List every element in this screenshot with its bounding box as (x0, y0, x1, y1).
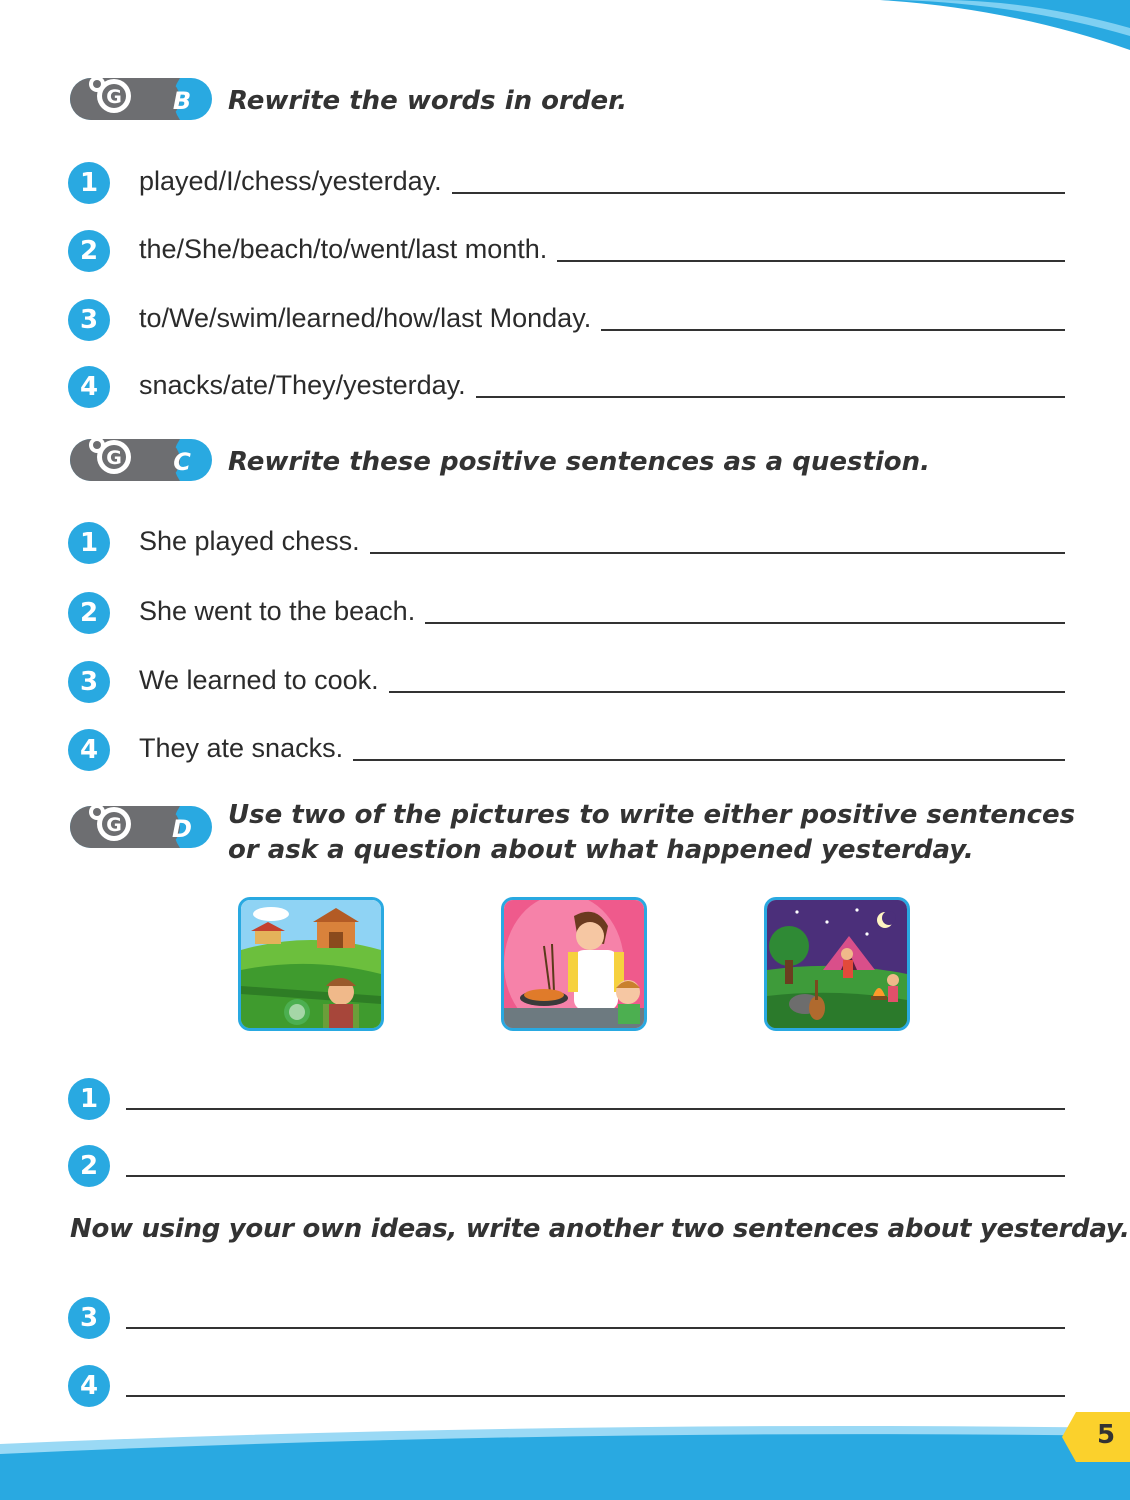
farm-picture (238, 897, 384, 1031)
section-b-header (70, 70, 1110, 126)
item-prompt: She went to the beach. (139, 596, 416, 626)
top-decoration (0, 0, 1130, 60)
section-b-badge (70, 70, 212, 122)
answer-line[interactable] (389, 689, 1065, 693)
item-prompt: to/We/swim/learned/how/last Monday. (139, 303, 592, 333)
section-c-item-2 (68, 584, 1065, 628)
section-c-badge-g: G (106, 447, 122, 469)
section-b-item-2 (68, 222, 1065, 266)
answer-line[interactable] (126, 1393, 1065, 1397)
answer-line[interactable] (370, 550, 1065, 554)
item-number-badge: 1 (68, 522, 110, 564)
section-b-title: Rewrite the words in order. (228, 86, 628, 116)
item-number-badge: 4 (68, 1365, 110, 1407)
item-prompt: snacks/ate/They/yesterday. (139, 370, 466, 400)
item-number-badge: 2 (68, 1145, 110, 1187)
answer-line[interactable] (476, 394, 1065, 398)
own-ideas-instruction: Now using your own ideas, write another two sentences about yesterday. (70, 1214, 1130, 1244)
item-number-badge: 2 (68, 230, 110, 272)
answer-line[interactable] (557, 258, 1065, 262)
item-number-badge: 3 (68, 1297, 110, 1339)
camping-picture (764, 897, 910, 1031)
section-d-letter: D (172, 815, 192, 843)
section-c-header (70, 431, 1110, 487)
item-prompt: They ate snacks. (139, 733, 344, 763)
answer-line[interactable] (126, 1106, 1065, 1110)
page-number: 5 (1096, 1420, 1116, 1450)
section-d-item-2 (68, 1137, 1065, 1181)
item-prompt: played/I/chess/yesterday. (139, 166, 442, 196)
answer-line[interactable] (601, 327, 1065, 331)
section-c-title: Rewrite these positive sentences as a question. (228, 447, 931, 477)
section-d-badge-g: G (106, 814, 122, 836)
answer-line[interactable] (452, 190, 1065, 194)
section-c-item-1 (68, 514, 1065, 558)
section-c-letter: C (173, 448, 191, 476)
section-b-badge-g: G (106, 86, 122, 108)
section-b-item-4 (68, 358, 1065, 402)
answer-line[interactable] (126, 1325, 1065, 1329)
section-b-item-3 (68, 291, 1065, 335)
bottom-decoration (0, 1420, 1130, 1500)
section-b-item-1 (68, 154, 1065, 198)
cooking-picture (501, 897, 647, 1031)
section-d-title-line2: or ask a question about what happened yesterday. (228, 835, 974, 865)
section-b-letter: B (172, 87, 192, 115)
section-d-title-line1: Use two of the pictures to write either positive sentences (228, 800, 1076, 830)
section-d-item-1 (68, 1070, 1065, 1114)
section-c-item-4 (68, 721, 1065, 765)
item-number-badge: 4 (68, 729, 110, 771)
item-number-badge: 2 (68, 592, 110, 634)
answer-line[interactable] (126, 1173, 1065, 1177)
answer-line[interactable] (353, 757, 1065, 761)
section-d-item-3 (68, 1289, 1065, 1333)
item-number-badge: 3 (68, 661, 110, 703)
section-d-item-4 (68, 1357, 1065, 1401)
item-number-badge: 3 (68, 299, 110, 341)
answer-line[interactable] (425, 620, 1065, 624)
item-number-badge: 1 (68, 1078, 110, 1120)
section-d-badge (70, 798, 212, 850)
item-number-badge: 1 (68, 162, 110, 204)
section-c-badge (70, 431, 212, 483)
section-d-header (70, 798, 1110, 878)
item-number-badge: 4 (68, 366, 110, 408)
item-prompt: She played chess. (139, 526, 360, 556)
section-c-item-3 (68, 653, 1065, 697)
item-prompt: the/She/beach/to/went/last month. (139, 234, 548, 264)
item-prompt: We learned to cook. (139, 665, 379, 695)
